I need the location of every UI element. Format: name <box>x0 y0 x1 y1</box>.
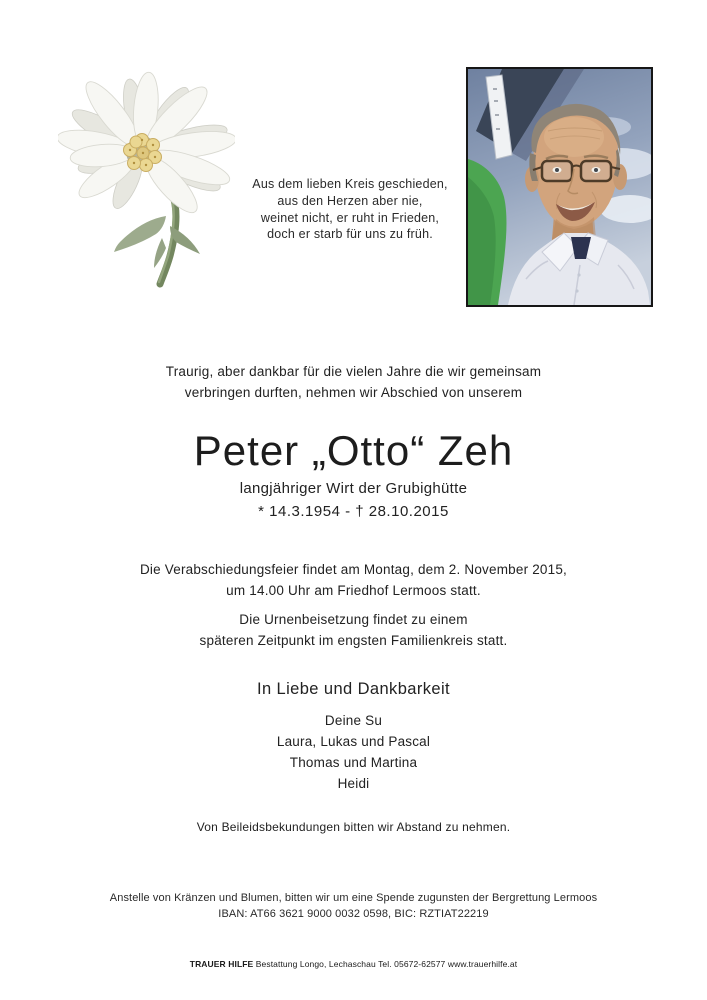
urn-info <box>0 610 707 651</box>
poem-line: weinet nicht, er ruht in Frieden, <box>260 210 440 225</box>
funeral-home-brand: TRAUER HILFE <box>189 959 254 969</box>
condolence-note: Von Beileidsbekundungen bitten wir Abstand zu nehmen. <box>196 820 511 834</box>
ceremony-line: um 14.00 Uhr am Friedhof Lermoos statt. <box>226 582 481 598</box>
family-line: Laura, Lukas und Pascal <box>276 734 431 749</box>
deceased-name: Peter „Otto“ Zeh <box>193 427 514 474</box>
donation-note <box>0 891 707 922</box>
poem-line: Aus dem lieben Kreis geschieden, <box>252 177 448 191</box>
memorial-poem <box>130 176 570 243</box>
ceremony-info <box>0 560 707 601</box>
poem-line: doch er starb für uns zu früh. <box>267 227 433 242</box>
urn-line: späteren Zeitpunkt im engsten Familienkreis statt. <box>199 632 508 648</box>
ceremony-line: Die Verabschiedungsfeier findet am Montag, dem 2. November 2015, <box>139 562 568 577</box>
urn-line: Die Urnenbeisetzung findet zu einem <box>239 612 468 627</box>
funeral-home-footer <box>0 959 707 970</box>
family-line: Deine Su <box>324 713 383 728</box>
deceased-role: langjähriger Wirt der Grubighütte <box>239 480 468 497</box>
gratitude-heading: In Liebe und Dankbarkeit <box>256 680 451 698</box>
poem-line: aus den Herzen aber nie, <box>277 193 423 208</box>
deceased-dates: * 14.3.1954 - † 28.10.2015 <box>258 503 449 520</box>
funeral-home-details: Bestattung Longo, Lechaschau Tel. 05672-62577 www.trauerhilfe.at <box>253 959 518 969</box>
family-names <box>0 710 707 794</box>
donation-line: IBAN: AT66 3621 9000 0032 0598, BIC: RZTIAT22219 <box>218 907 489 920</box>
intro-line: Traurig, aber dankbar für die vielen Jahre die wir gemeinsam <box>165 364 542 379</box>
family-line: Heidi <box>337 776 370 791</box>
donation-line: Anstelle von Kränzen und Blumen, bitten wir um eine Spende zugunsten der Bergrettung Lermoos <box>109 892 598 904</box>
intro-line: verbringen durften, nehmen wir Abschied von unserem <box>184 384 523 400</box>
family-line: Thomas und Martina <box>289 755 418 770</box>
intro-text <box>0 362 707 403</box>
